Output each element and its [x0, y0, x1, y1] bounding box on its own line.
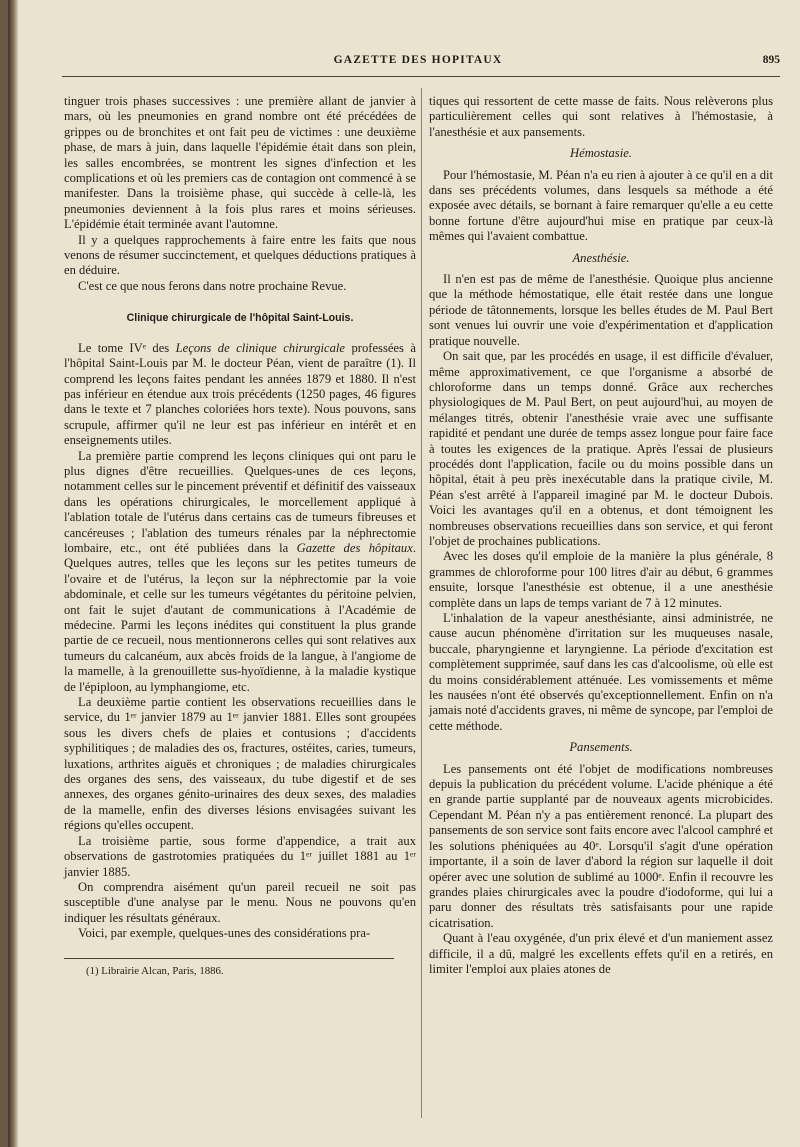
text: Le tome IVᵉ des [78, 340, 176, 355]
book-title: Leçons de clinique chirurgicale [175, 340, 345, 355]
right-column [429, 94, 773, 977]
left-column [64, 94, 416, 978]
newspaper-page [8, 0, 800, 1147]
paragraph: C'est ce que nous ferons dans notre prochaine Revue. [78, 278, 347, 293]
paragraph [64, 341, 416, 449]
footnote: (1) Librairie Alcan, Paris, 1886. [86, 964, 224, 977]
paragraph: La troisième partie, sous forme d'appendice, a trait aux observations de gastrotomies pratiquées du 1ᵉʳ juillet 1881 au 1ᵉʳ janvier 1885. [64, 833, 416, 879]
subheading-anesthesie: Anesthésie. [572, 250, 630, 265]
paragraph: On sait que, par les procédés en usage, il est difficile d'évaluer, même approximativement, ce que l'organisme a absorbé de chloroforme dans un temps donné. Grâce aux recherches physiologiques de M. Paul Bert, on peut aujourd'hui, au moyen de mélanges titrés, obtenir l'anesthésie vraie avec une suffisante rapidité et pendant une durée de temps assez longue pour faire face à toutes les exigences de la pratique. Après l'essai de plusieurs procédés dont l'application, facile ou du moins possible dans un hôpital, était à peu près inexécutable dans la pratique civile, M. Péan s'est arrêté à l'appareil imaginé par M. le docteur Dubois. Voici les avantages qu'il en a obtenus, et dont témoignent les nombreuses observations recueillies dans son service, et qui feront l'objet de prochaines publications. [429, 349, 773, 548]
paragraph: Il n'en est pas de même de l'anesthésie. Quoique plus ancienne que la méthode hémostatique, elle était restée dans une longue période de tâtonnements, lorsque les belles études de M. Paul Bert sont venues lui ouvrir une voie d'expérimentation et d'application pratique nouvelle. [429, 272, 773, 348]
paragraph: tinguer trois phases successives : une première allant de janvier à mars, où les pneumonies en grand nombre ont été précédées de grippes ou de bronchites et ont fait peu de victimes : une deuxième phase, de mars à juin, dans laquelle l'épidémie était dans son plein, les salles encombrées, se montrent les signes d'infection et les complications et où les premiers cas de contagion ont commencé à se manifester. Dans la troisième phase, qui succède à celle-là, les pneumonies deviennent à la fois plus rares et moins sérieuses. L'épidémie était terminée avant l'automne. [64, 94, 416, 232]
header-rule [62, 76, 780, 77]
paragraph: On comprendra aisément qu'un pareil recueil ne soit pas susceptible d'une analyse par le menu. Nous ne pouvons qu'en indiquer les résultats généraux. [64, 879, 416, 925]
paragraph: Il y a quelques rapprochements à faire entre les faits que nous venons de résumer succinctement, et quelques déductions pratiques à en déduire. [64, 232, 416, 278]
subheading-hemostasie: Hémostasie. [570, 146, 632, 161]
footnote-rule [64, 958, 394, 959]
section-title: Clinique chirurgicale de l'hôpital Saint-Louis. [126, 312, 354, 325]
paragraph: tiques qui ressortent de cette masse de faits. Nous relèverons plus particulièrement celles qui sont relatives à l'hémostasie, à l'anesthésie et aux pansements. [429, 94, 773, 139]
journal-title: GAZETTE DES HOPITAUX [333, 54, 503, 66]
paragraph: Avec les doses qu'il emploie de la manière la plus générale, 8 grammes de chloroforme pour 100 litres d'air au début, 6 grammes ensuite, lorsque l'anesthésie est obtenue, il a une anesthésie complète dans un laps de temps variant de 7 à 12 minutes. [429, 549, 773, 610]
paragraph: Voici, par exemple, quelques-unes des considérations pra- [78, 926, 371, 941]
paragraph [64, 449, 416, 696]
paragraph: L'inhalation de la vapeur anesthésiante, ainsi administrée, ne cause aucun phénomène d'irritation sur les muqueuses nasale, buccale, pharyngienne et laryngienne. La période d'excitation est complètement supprimée, sauf dans les cas d'alcoolisme, où elle est du moins considérablement atténuée. Les vomissements et même les nausées n'ont été observés qu'exceptionnellement. Enfin on n'a jamais noté d'accidents graves, ni même de syncope, par l'emploi de cette méthode. [429, 611, 773, 733]
column-divider [421, 88, 422, 1118]
text: . Quelques autres, telles que les leçons sur les petites tumeurs de l'ovaire et de l'utérus, la leçon sur la néphrectomie par la voie abdominale, et celle sur les tumeurs végétantes du péritoine pelvien, ont fait le sujet d'autant de communications à l'Académie de médecine. Parmi les leçons inédites qui constituent la plus grande partie de ce recueil, nous mentionnerons celles qui sont relatives aux tumeurs du calcanéum, aux abcès froids de la langue, à l'angiome de la mamelle, à la grenouillette sus-hyoïdienne, à la maladie kystique de l'épiploon, au lymphangiome, etc. [64, 540, 416, 694]
paragraph: La deuxième partie contient les observations recueillies dans le service, du 1ᵉʳ janvier 1879 au 1ᵉʳ janvier 1881. Elles sont groupées sous les divers chefs de plaies et contusions ; d'accidents syphilitiques ; de maladies des os, fractures, ostéites, caries, tumeurs, luxations, arthrites aiguës et chroniques ; de maladies chirurgicales des organes des sens, des vaisseaux, du tube digestif et de ses annexes, des organes génito-urinaires des deux sexes, des maladies de la mamelle, enfin des diverses lésions envisagées suivant les régions qu'elles occupent. [64, 695, 416, 833]
text: La première partie comprend les leçons cliniques qui ont paru le plus dignes d'être recueillies. Quelques-unes de ces leçons, notamment celles sur le pincement préventif et définitif des vaisseaux dans les opérations chirurgicales, le morcellement appliqué à l'ablation totale de l'utérus dans certains cas de tumeurs fibreuses et cancéreuses ; l'ablation des tumeurs rénales par la néphrectomie lombaire, etc., ont été publiées dans la [64, 448, 416, 555]
binding-spine [8, 0, 18, 1147]
page-header [62, 54, 780, 72]
text: professées à l'hôpital Saint-Louis par M. le docteur Péan, vient de paraître (1). Il comprend les leçons faites pendant les années 1879 et 1880. Il n'est pas inférieur en étendue aux trois précédents (1250 pages, 46 figures dans le texte et 7 planches coloriées hors texte). Nous pouvons, sans scrupule, affirmer qu'il ne leur est pas inférieur en intérêt et en enseignements utiles. [64, 340, 416, 448]
paragraph: Quant à l'eau oxygénée, d'un prix élevé et d'un maniement assez difficile, il a dû, malgré les excellents effets qu'il en a retirés, en limiter l'emploi aux plaies atones de [429, 931, 773, 976]
subheading-pansements: Pansements. [569, 740, 633, 755]
paragraph: Pour l'hémostasie, M. Péan n'a eu rien à ajouter à ce qu'il en a dit dans ses précédents volumes, dans lesquels sa méthode a été exposée avec détails, se bornant à faire remarquer qu'elle a eu cette bonne fortune d'être aujourd'hui mise en pratique par ceux-là mêmes qui l'avaient combattue. [429, 167, 773, 244]
page-number: 895 [762, 54, 780, 66]
journal-reference: Gazette des hôpitaux [296, 540, 413, 555]
paragraph: Les pansements ont été l'objet de modifications nombreuses depuis la publication du précédent volume. L'acide phénique a été en grande partie supplanté par de nouveaux agents microbicides. Cependant M. Péan n'y a pas entièrement renoncé. La plupart des pansements de son service sont faits encore avec l'alcool camphré et les solutions phéniquées au 40ᵉ. Lorsqu'il s'agit d'une opération importante, il a soin de laver d'abord la région sur laquelle il doit opérer avec une solution de sublimé au 1000ᵉ. Enfin il recouvre les grandes plaies chirurgicales avec la poudre d'iodoforme, qui lui a paru donner des résultats très satisfaisants pour une rapide cicatrisation. [429, 761, 773, 930]
